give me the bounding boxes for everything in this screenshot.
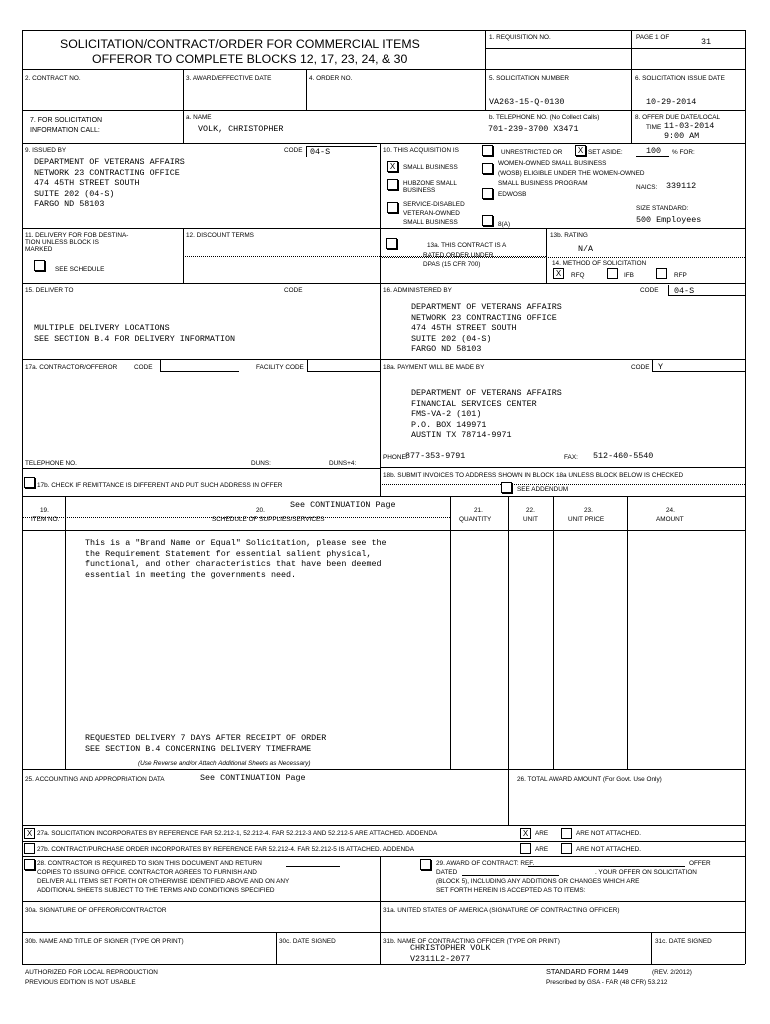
issued-by-label: 9. ISSUED BY bbox=[25, 147, 67, 154]
rated-order-checkbox[interactable] bbox=[386, 238, 397, 249]
signer-30b-label: 30b. NAME AND TITLE OF SIGNER (TYPE OR PRINT) bbox=[25, 938, 184, 945]
size-standard-field[interactable]: 500 Employees bbox=[636, 215, 702, 225]
solicitation-no-label: 5. SOLICITATION NUMBER bbox=[489, 75, 570, 82]
administered-by-label: 16. ADMINISTERED BY bbox=[383, 287, 452, 294]
sdvosb-label: SERVICE-DISABLED bbox=[403, 201, 465, 208]
item-no-header-2: ITEM NO. bbox=[31, 516, 60, 523]
block29-offer: OFFER bbox=[689, 860, 711, 867]
clause-27b-label: 27b. CONTRACT/PURCHASE ORDER INCORPORATES BY REFERENCE FAR 52.212-4. FAR 52.212-5 IS ATTACHED. ADDENDA bbox=[37, 846, 415, 853]
discount-terms-label: 12. DISCOUNT TERMS bbox=[186, 232, 254, 239]
remittance-checkbox[interactable] bbox=[24, 477, 35, 488]
info-call-label-2: INFORMATION CALL: bbox=[30, 127, 100, 134]
rated-order-label-2: RATED ORDER UNDER bbox=[423, 252, 494, 259]
item-no-header: 19. bbox=[40, 507, 49, 514]
small-business-label: SMALL BUSINESS bbox=[403, 164, 458, 171]
rated-order-label-3: DPAS (15 CFR 700) bbox=[423, 261, 481, 268]
telephone-label: TELEPHONE NO. bbox=[25, 460, 77, 467]
issue-date-field[interactable]: 10-29-2014 bbox=[646, 97, 697, 107]
order-no-label: 4. ORDER NO. bbox=[309, 75, 353, 82]
unit-header: 22. bbox=[526, 507, 535, 514]
rfq-checkbox[interactable]: X bbox=[553, 268, 564, 279]
sdvosb-label-2: VETERAN-OWNED bbox=[403, 210, 460, 217]
naics-field[interactable]: 339112 bbox=[666, 181, 697, 191]
27b-are-checkbox[interactable] bbox=[520, 843, 531, 854]
set-aside-label: SET ASIDE: bbox=[588, 149, 623, 156]
wosb-label: WOMEN-OWNED SMALL BUSINESS bbox=[498, 160, 607, 167]
fob-label-3: MARKED bbox=[25, 246, 53, 253]
issue-date-label: 6. SOLICITATION ISSUE DATE bbox=[635, 75, 725, 82]
unit-price-header: 23. bbox=[584, 507, 593, 514]
administered-code-field[interactable]: 04-S bbox=[674, 286, 695, 296]
payment-fax-label: FAX: bbox=[564, 454, 578, 461]
payment-code-box bbox=[652, 360, 746, 372]
edwosb-checkbox[interactable] bbox=[482, 188, 493, 199]
name-label: a. NAME bbox=[186, 114, 212, 121]
set-aside-checkbox[interactable]: X bbox=[575, 145, 586, 156]
offer-due-date-field[interactable]: 11-03-2014 bbox=[664, 121, 715, 131]
unit-price-header-2: UNIT PRICE bbox=[568, 516, 605, 523]
rfp-label: RFP bbox=[674, 272, 687, 279]
block29-checkbox[interactable] bbox=[420, 859, 431, 870]
see-schedule-label: SEE SCHEDULE bbox=[55, 266, 105, 273]
payment-code-label: CODE bbox=[631, 364, 650, 371]
deliver-to-label: 15. DELIVER TO bbox=[25, 287, 74, 294]
block28-line4: ADDITIONAL SHEETS SUBJECT TO THE TERMS AND CONDITIONS SPECIFIED bbox=[37, 887, 275, 894]
27a-are-checkbox[interactable]: X bbox=[520, 828, 531, 839]
contact-name-field[interactable]: VOLK, CHRISTOPHER bbox=[198, 124, 284, 134]
award-date-label: 3. AWARD/EFFECTIVE DATE bbox=[186, 75, 272, 82]
clause-27b-checkbox[interactable] bbox=[24, 843, 35, 854]
footer-authorized: AUTHORIZED FOR LOCAL REPRODUCTION bbox=[25, 969, 158, 976]
info-call-label: 7. FOR SOLICITATION bbox=[30, 117, 103, 124]
issued-code-field[interactable]: 04-S bbox=[310, 147, 331, 157]
contractor-code-label: CODE bbox=[134, 364, 153, 371]
issued-by-address[interactable]: DEPARTMENT OF VETERANS AFFAIRS NETWORK 23 CONTRACTING OFFICE 474 45TH STREET SOUTH SUITE 202 (04-S) FARGO ND 58103 bbox=[34, 157, 185, 209]
wosb-label-3: SMALL BUSINESS PROGRAM bbox=[498, 180, 588, 187]
contractor-label: 17a. CONTRACTOR/OFFEROR bbox=[25, 364, 118, 371]
27a-are-not-checkbox[interactable] bbox=[561, 828, 572, 839]
sdvosb-label-3: SMALL BUSINESS bbox=[403, 219, 458, 226]
submit-invoices-label: 18b. SUBMIT INVOICES TO ADDRESS SHOWN IN BLOCK 18a UNLESS BLOCK BELOW IS CHECKED bbox=[383, 472, 684, 479]
acquisition-label: 10. THIS ACQUISITION IS bbox=[383, 147, 459, 154]
payment-fax-field[interactable]: 512-460-5540 bbox=[593, 451, 654, 461]
page-label: PAGE 1 OF bbox=[636, 34, 670, 41]
small-business-checkbox[interactable]: X bbox=[387, 161, 398, 172]
pct-for-label: % FOR: bbox=[672, 149, 695, 156]
27a-are-label: ARE bbox=[535, 830, 549, 837]
remittance-label: 17b. CHECK IF REMITTANCE IS DIFFERENT AND PUT SUCH ADDRESS IN OFFER bbox=[37, 482, 283, 489]
27b-are-label: ARE bbox=[535, 846, 549, 853]
hubzone-label-2: BUSINESS bbox=[403, 187, 436, 194]
block29-line4: SET FORTH HEREIN IS ACCEPTED AS TO ITEMS: bbox=[436, 887, 586, 894]
27a-are-not-label: ARE NOT ATTACHED. bbox=[576, 830, 641, 837]
block28-line2: COPIES TO ISSUING OFFICE. CONTRACTOR AGREES TO FURNISH AND bbox=[37, 869, 257, 876]
quantity-header: 21. bbox=[474, 507, 483, 514]
amount-header: 24. bbox=[666, 507, 675, 514]
clause-27a-label: 27a. SOLICITATION INCORPORATES BY REFERENCE FAR 52.212-1, 52.212-4. FAR 52.212-3 AND 52.212-5 ARE ATTACHED. ADDENDA bbox=[37, 830, 438, 837]
see-addendum-label: SEE ADDENDUM bbox=[517, 486, 569, 493]
payment-code-field[interactable]: Y bbox=[658, 362, 664, 372]
eight-a-checkbox[interactable] bbox=[482, 215, 493, 226]
payment-label: 18a. PAYMENT WILL BE MADE BY bbox=[383, 364, 485, 371]
total-award-label: 26. TOTAL AWARD AMOUNT (For Govt. Use Only) bbox=[517, 776, 662, 783]
payment-phone-label: PHONE: bbox=[383, 454, 408, 461]
see-addendum-checkbox[interactable] bbox=[501, 482, 512, 493]
block28-line3: DELIVER ALL ITEMS SET FORTH OR OTHERWISE IDENTIFIED ABOVE AND ON ANY bbox=[37, 878, 290, 885]
block29-line3: (BLOCK 5), INCLUDING ANY ADDITIONS OR CHANGES WHICH ARE bbox=[436, 878, 640, 885]
27b-are-not-label: ARE NOT ATTACHED. bbox=[576, 846, 641, 853]
block29-line1: 29. AWARD OF CONTRACT: REF. bbox=[436, 860, 535, 867]
offer-due-time-field[interactable]: 9:00 AM bbox=[664, 131, 700, 141]
accounting-field[interactable]: See CONTINUATION Page bbox=[200, 773, 306, 783]
contact-phone-field[interactable]: 701-239-3700 X3471 bbox=[488, 124, 579, 134]
issued-code-label: CODE bbox=[284, 147, 303, 154]
accounting-label: 25. ACCOUNTING AND APPROPRIATION DATA bbox=[25, 776, 165, 783]
schedule-header-2: SCHEDULE OF SUPPLIES/SERVICES bbox=[212, 516, 325, 523]
set-aside-pct-field[interactable]: 100 bbox=[646, 146, 662, 156]
duns4-label: DUNS+4: bbox=[329, 460, 357, 467]
footer-prescribed: Prescribed by GSA - FAR (48 CFR) 53.212 bbox=[546, 979, 668, 986]
edwosb-label: EDWOSB bbox=[498, 191, 527, 198]
unrestricted-checkbox[interactable] bbox=[482, 145, 493, 156]
hubzone-label: HUBZONE SMALL bbox=[403, 180, 457, 187]
deliver-to-text[interactable]: MULTIPLE DELIVERY LOCATIONS SEE SECTION B.4 FOR DELIVERY INFORMATION bbox=[34, 323, 236, 344]
contracting-officer-field[interactable]: CHRISTOPHER VOLK V2311L2-2077 bbox=[410, 943, 491, 964]
ifb-label: IFB bbox=[624, 272, 634, 279]
unit-header-2: UNIT bbox=[523, 516, 538, 523]
see-schedule-checkbox[interactable] bbox=[34, 260, 45, 271]
ifb-checkbox[interactable] bbox=[607, 268, 618, 279]
clause-27a-checkbox[interactable]: X bbox=[24, 828, 35, 839]
unrestricted-label: UNRESTRICTED OR bbox=[501, 149, 563, 156]
schedule-delivery-text[interactable]: REQUESTED DELIVERY 7 DAYS AFTER RECEIPT OF ORDER SEE SECTION B.4 CONCERNING DELIVERY TIMEFRAME bbox=[85, 733, 327, 754]
block28-line1: 28. CONTRACTOR IS REQUIRED TO SIGN THIS DOCUMENT AND RETURN bbox=[37, 860, 262, 867]
quantity-header-2: QUANTITY bbox=[459, 516, 492, 523]
offer-due-label: 8. OFFER DUE DATE/LOCAL bbox=[635, 114, 721, 121]
payment-phone-field[interactable]: 877-353-9791 bbox=[405, 451, 466, 461]
hubzone-checkbox[interactable] bbox=[387, 179, 398, 190]
payment-address[interactable]: DEPARTMENT OF VETERANS AFFAIRS FINANCIAL SERVICES CENTER FMS-VA-2 (101) P.O. BOX 149971 AUSTIN TX 78714-9971 bbox=[411, 388, 562, 440]
see-continuation-text[interactable]: See CONTINUATION Page bbox=[290, 500, 396, 510]
signature-30a-label: 30a. SIGNATURE OF OFFEROR/CONTRACTOR bbox=[25, 907, 167, 914]
rating-field[interactable]: N/A bbox=[578, 244, 594, 254]
facility-code-box[interactable] bbox=[307, 360, 381, 372]
rfq-label: RFQ bbox=[571, 272, 585, 279]
footer-form-name: STANDARD FORM 1449 bbox=[546, 967, 629, 976]
rfp-checkbox[interactable] bbox=[656, 268, 667, 279]
duns-label: DUNS: bbox=[251, 460, 271, 467]
rated-order-label: 13a. THIS CONTRACT IS A bbox=[427, 242, 507, 249]
fob-label: 11. DELIVERY FOR FOB DESTINA- bbox=[25, 232, 129, 239]
reverse-note: (Use Reverse and/or Attach Additional Sheets as Necessary) bbox=[138, 760, 311, 767]
officer-31b-label: 31b. NAME OF CONTRACTING OFFICER (TYPE OR PRINT) bbox=[383, 938, 560, 945]
method-label: 14. METHOD OF SOLICITATION bbox=[552, 260, 647, 267]
requisition-no-label: 1. REQUISITION NO. bbox=[489, 34, 551, 41]
time-label: TIME bbox=[646, 124, 662, 131]
solicitation-no-field[interactable]: VA263-15-Q-0130 bbox=[489, 97, 565, 107]
schedule-body-text[interactable]: This is a "Brand Name or Equal" Solicitation, please see the the Requirement Statement for essential salient physical, functional, and other characteristics that have been deemed essential in meeting the governments need. bbox=[85, 538, 387, 580]
form-title-line2: OFFEROR TO COMPLETE BLOCKS 12, 17, 23, 24, & 30 bbox=[92, 52, 408, 66]
phone-label: b. TELEPHONE NO. (No Collect Calls) bbox=[489, 114, 600, 121]
block29-line2: . YOUR OFFER ON SOLICITATION bbox=[595, 869, 697, 876]
rating-label: 13b. RATING bbox=[550, 232, 588, 239]
fob-label-2: TION UNLESS BLOCK IS bbox=[25, 239, 99, 246]
block29-dated: DATED bbox=[436, 869, 458, 876]
facility-code-label: FACILITY CODE bbox=[256, 364, 304, 371]
block28-checkbox[interactable] bbox=[24, 859, 35, 870]
deliver-code-label: CODE bbox=[284, 287, 303, 294]
administered-code-label: CODE bbox=[640, 287, 659, 294]
signature-31a-label: 31a. UNITED STATES OF AMERICA (SIGNATURE OF CONTRACTING OFFICER) bbox=[383, 907, 620, 914]
contract-no-label: 2. CONTRACT NO. bbox=[25, 75, 81, 82]
size-standard-label: SIZE STANDARD: bbox=[636, 205, 689, 212]
wosb-label-2: (WOSB) ELIGIBLE UNDER THE WOMEN-OWNED bbox=[498, 170, 645, 177]
footer-revision: (REV. 2/2012) bbox=[652, 969, 692, 976]
date-30c-label: 30c. DATE SIGNED bbox=[279, 938, 336, 945]
amount-header-2: AMOUNT bbox=[656, 516, 684, 523]
form-title-line1: SOLICITATION/CONTRACT/ORDER FOR COMMERCIAL ITEMS bbox=[60, 37, 420, 51]
schedule-header: 20. bbox=[256, 507, 265, 514]
eight-a-label: 8(A) bbox=[498, 221, 511, 228]
page-total: 31 bbox=[701, 37, 712, 47]
footer-previous-edition: PREVIOUS EDITION IS NOT USABLE bbox=[25, 979, 136, 986]
wosb-checkbox[interactable] bbox=[482, 163, 493, 174]
naics-label: NAICS: bbox=[636, 184, 658, 191]
27b-are-not-checkbox[interactable] bbox=[561, 843, 572, 854]
contractor-code-box[interactable] bbox=[160, 360, 239, 372]
sdvosb-checkbox[interactable] bbox=[387, 202, 398, 213]
date-31c-label: 31c. DATE SIGNED bbox=[655, 938, 712, 945]
administered-by-address[interactable]: DEPARTMENT OF VETERANS AFFAIRS NETWORK 23 CONTRACTING OFFICE 474 45TH STREET SOUTH SUITE 202 (04-S) FARGO ND 58103 bbox=[411, 302, 562, 354]
